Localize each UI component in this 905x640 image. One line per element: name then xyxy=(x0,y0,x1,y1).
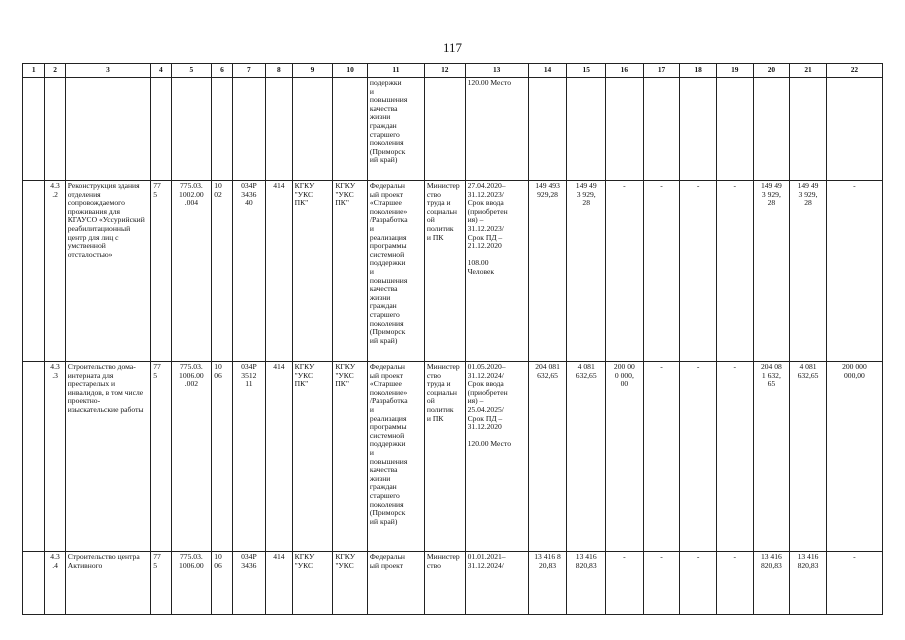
table-cell: - xyxy=(606,552,644,615)
table-cell: - xyxy=(826,552,882,615)
table-cell xyxy=(212,78,232,181)
table-cell: 10 06 xyxy=(212,552,232,615)
table-cell: Федеральн ый проект «Старшее поколение» /Разработка и реализация программы системной поддержки и повышения качества жизни граждан старшего поколения (Приморск ий край) xyxy=(367,181,424,362)
table-cell: Министер ство xyxy=(424,552,465,615)
table-cell: - xyxy=(606,181,644,362)
column-header: 8 xyxy=(266,64,292,78)
table-cell xyxy=(528,78,567,181)
table-cell: - xyxy=(680,362,717,552)
table-cell: 77 5 xyxy=(151,362,171,552)
table-cell xyxy=(606,78,644,181)
table-cell: 4.3 .3 xyxy=(45,362,65,552)
table-cell: Федеральн ый проект xyxy=(367,552,424,615)
table-cell: 034P 3436 xyxy=(232,552,266,615)
table-cell xyxy=(23,181,45,362)
column-header: 18 xyxy=(680,64,717,78)
table-cell: 149 49 3 929, 28 xyxy=(567,181,606,362)
table-cell: - xyxy=(643,181,680,362)
column-header: 5 xyxy=(171,64,212,78)
table-cell xyxy=(333,78,368,181)
table-cell xyxy=(567,78,606,181)
table-cell xyxy=(23,78,45,181)
table-cell: 775.03. 1006.00 xyxy=(171,552,212,615)
column-header: 1 xyxy=(23,64,45,78)
table-cell: 4.3 .4 xyxy=(45,552,65,615)
table-cell: 01.05.2020– 31.12.2024/ Срок ввода (приобретен ия) – 25.04.2025/ Срок ПД – 31.12.2020 120.00 Место xyxy=(465,362,528,552)
table-cell: КГКУ "УКС xyxy=(292,552,333,615)
column-header: 13 xyxy=(465,64,528,78)
table-cell: 4 081 632,65 xyxy=(567,362,606,552)
table-cell xyxy=(171,78,212,181)
table-cell: 10 06 xyxy=(212,362,232,552)
table-cell: 414 xyxy=(266,362,292,552)
column-header: 16 xyxy=(606,64,644,78)
table-cell: 10 02 xyxy=(212,181,232,362)
table-cell xyxy=(23,552,45,615)
column-header: 2 xyxy=(45,64,65,78)
table-cell: 27.04.2020– 31.12.2023/ Срок ввода (приобретен ия) – 31.12.2023/ Срок ПД – 21.12.2020 108.00 Человек xyxy=(465,181,528,362)
table-cell: - xyxy=(643,552,680,615)
table-cell xyxy=(45,78,65,181)
table-cell: КГКУ "УКС ПК" xyxy=(292,362,333,552)
table-cell xyxy=(643,78,680,181)
table-row xyxy=(23,78,883,181)
table-cell: КГКУ "УКС ПК" xyxy=(333,181,368,362)
budget-table xyxy=(22,63,883,615)
table-cell: КГКУ "УКС ПК" xyxy=(292,181,333,362)
table-cell xyxy=(753,78,790,181)
header-row xyxy=(23,64,883,78)
table-cell: 13 416 820,83 xyxy=(567,552,606,615)
table-cell xyxy=(716,78,753,181)
table-cell: 149 493 929,28 xyxy=(528,181,567,362)
column-header: 12 xyxy=(424,64,465,78)
table-cell: 775.03. 1002.00 .004 xyxy=(171,181,212,362)
column-header: 20 xyxy=(753,64,790,78)
table-cell: - xyxy=(643,362,680,552)
column-header: 21 xyxy=(790,64,827,78)
column-header: 17 xyxy=(643,64,680,78)
table-cell: 01.01.2021– 31.12.2024/ xyxy=(465,552,528,615)
table-row xyxy=(23,181,883,362)
table-cell xyxy=(23,362,45,552)
column-header: 6 xyxy=(212,64,232,78)
table-cell: - xyxy=(826,181,882,362)
table-cell: 77 5 xyxy=(151,552,171,615)
table-cell: 13 416 8 20,83 xyxy=(528,552,567,615)
table-cell xyxy=(790,78,827,181)
table-cell: 034P 3512 11 xyxy=(232,362,266,552)
table-cell: 200 000 000,00 xyxy=(826,362,882,552)
table-row xyxy=(23,552,883,615)
table-cell: КГКУ "УКС ПК" xyxy=(333,362,368,552)
table-cell: 034P 3436 40 xyxy=(232,181,266,362)
table-cell: подержки и повышения качества жизни граждан старшего поколения (Приморск ий край) xyxy=(367,78,424,181)
table-cell: - xyxy=(716,362,753,552)
table-cell: 414 xyxy=(266,552,292,615)
table-cell: 204 08 1 632, 65 xyxy=(753,362,790,552)
column-header: 14 xyxy=(528,64,567,78)
column-header: 3 xyxy=(65,64,150,78)
table-cell xyxy=(424,78,465,181)
table-cell: Министер ство труда и социальн ой политик и ПК xyxy=(424,181,465,362)
column-header: 19 xyxy=(716,64,753,78)
column-header: 4 xyxy=(151,64,171,78)
table-cell xyxy=(65,78,150,181)
page-number: 117 xyxy=(442,40,463,55)
column-header: 10 xyxy=(333,64,368,78)
table-cell: Федеральн ый проект «Старшее поколение» /Разработка и реализация программы системной поддержки и повышения качества жизни граждан старшего поколения (Приморск ий край) xyxy=(367,362,424,552)
table-cell: Реконструкция здания отделения сопровождаемого проживания для КГАУСО «Уссурийский реабилитационный центр для лиц с умственной отсталостью» xyxy=(65,181,150,362)
table-row xyxy=(23,362,883,552)
table-cell xyxy=(680,78,717,181)
table-cell: - xyxy=(680,181,717,362)
table-cell: 149 49 3 929, 28 xyxy=(753,181,790,362)
column-header: 7 xyxy=(232,64,266,78)
table-cell: 4.3 .2 xyxy=(45,181,65,362)
table-cell xyxy=(292,78,333,181)
table-cell: Строительство дома-интерната для престарелых и инвалидов, в том числе проектно-изыскательские работы xyxy=(65,362,150,552)
table-cell: 120.00 Место xyxy=(465,78,528,181)
table-cell: 775.03. 1006.00 .002 xyxy=(171,362,212,552)
table-cell xyxy=(151,78,171,181)
table-cell: 13 416 820,83 xyxy=(753,552,790,615)
table-cell: Министер ство труда и социальн ой политик и ПК xyxy=(424,362,465,552)
table-cell: 149 49 3 929, 28 xyxy=(790,181,827,362)
column-header: 15 xyxy=(567,64,606,78)
table-cell: 200 00 0 000, 00 xyxy=(606,362,644,552)
table-cell: - xyxy=(716,181,753,362)
table-cell: 204 081 632,65 xyxy=(528,362,567,552)
table-cell xyxy=(232,78,266,181)
table-cell xyxy=(826,78,882,181)
table-cell: 13 416 820,83 xyxy=(790,552,827,615)
table-cell: - xyxy=(716,552,753,615)
column-header: 11 xyxy=(367,64,424,78)
table-cell xyxy=(266,78,292,181)
table-cell: 77 5 xyxy=(151,181,171,362)
table-cell: - xyxy=(680,552,717,615)
table-cell: 4 081 632,65 xyxy=(790,362,827,552)
table-cell: КГКУ "УКС xyxy=(333,552,368,615)
table-cell: 414 xyxy=(266,181,292,362)
column-header: 22 xyxy=(826,64,882,78)
column-header: 9 xyxy=(292,64,333,78)
table-cell: Строительство центра Активного xyxy=(65,552,150,615)
